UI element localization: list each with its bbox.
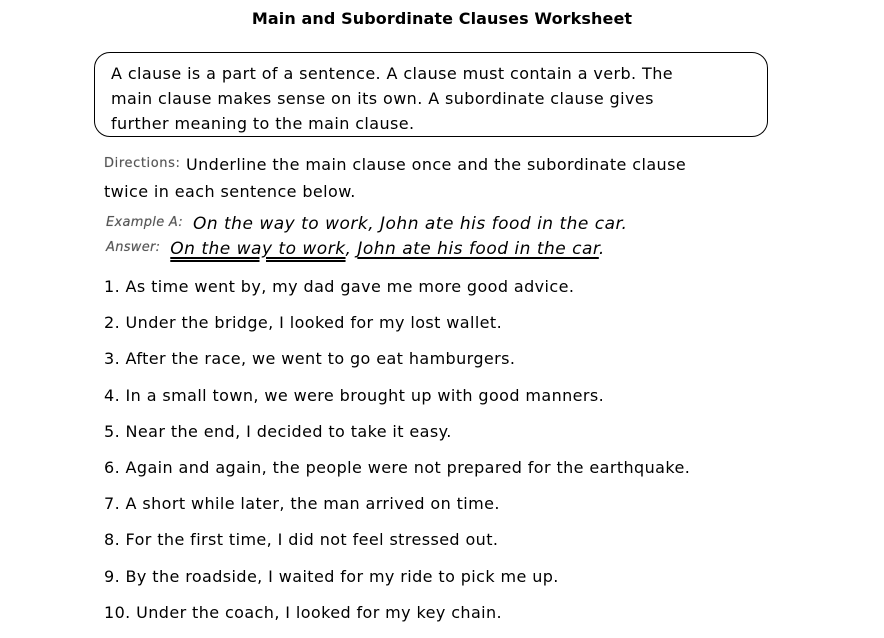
answer-period: . <box>598 239 605 259</box>
answer-comma: , <box>345 239 352 259</box>
example-label: Example A: <box>106 215 184 230</box>
answer-label: Answer: <box>106 240 161 255</box>
practice-sentence: 5. Near the end, I decided to take it easy. <box>104 421 452 441</box>
practice-sentence: 9. By the roadside, I waited for my ride to pick me up. <box>104 566 559 586</box>
answer-subordinate-clause: On the way to work <box>170 239 346 259</box>
practice-sentence: 8. For the first time, I did not feel stressed out. <box>104 530 499 550</box>
worksheet-title: Main and Subordinate Clauses Worksheet <box>251 9 633 28</box>
practice-sentence: 7. A short while later, the man arrived on time. <box>104 494 500 514</box>
definition-line: further meaning to the main clause. <box>111 114 415 133</box>
directions-label: Directions: <box>104 156 181 171</box>
directions-text: Underline the main clause once and the subordinate clause <box>185 155 687 174</box>
practice-sentence: 6. Again and again, the people were not prepared for the earthquake. <box>104 457 691 477</box>
directions-block <box>104 152 804 204</box>
practice-sentence-list <box>104 276 690 638</box>
answer-row <box>106 239 605 259</box>
practice-sentence: 2. Under the bridge, I looked for my lost wallet. <box>104 313 503 333</box>
answer-main-clause: John ate his food in the car <box>357 239 599 259</box>
example-row <box>106 214 627 234</box>
definition-line: A clause is a part of a sentence. A clause must contain a verb. The <box>111 64 673 83</box>
clause-definition-box <box>94 52 768 137</box>
example-sentence: On the way to work, John ate his food in the car. <box>192 214 628 234</box>
practice-sentence: 4. In a small town, we were brought up with good manners. <box>104 385 605 405</box>
practice-sentence: 3. After the race, we went to go eat hamburgers. <box>104 349 516 369</box>
practice-sentence: 10. Under the coach, I looked for my key chain. <box>104 602 503 622</box>
practice-sentence: 1. As time went by, my dad gave me more good advice. <box>104 277 575 296</box>
definition-line: main clause makes sense on its own. A subordinate clause gives <box>111 89 654 108</box>
directions-text-continued: twice in each sentence below. <box>104 182 356 201</box>
